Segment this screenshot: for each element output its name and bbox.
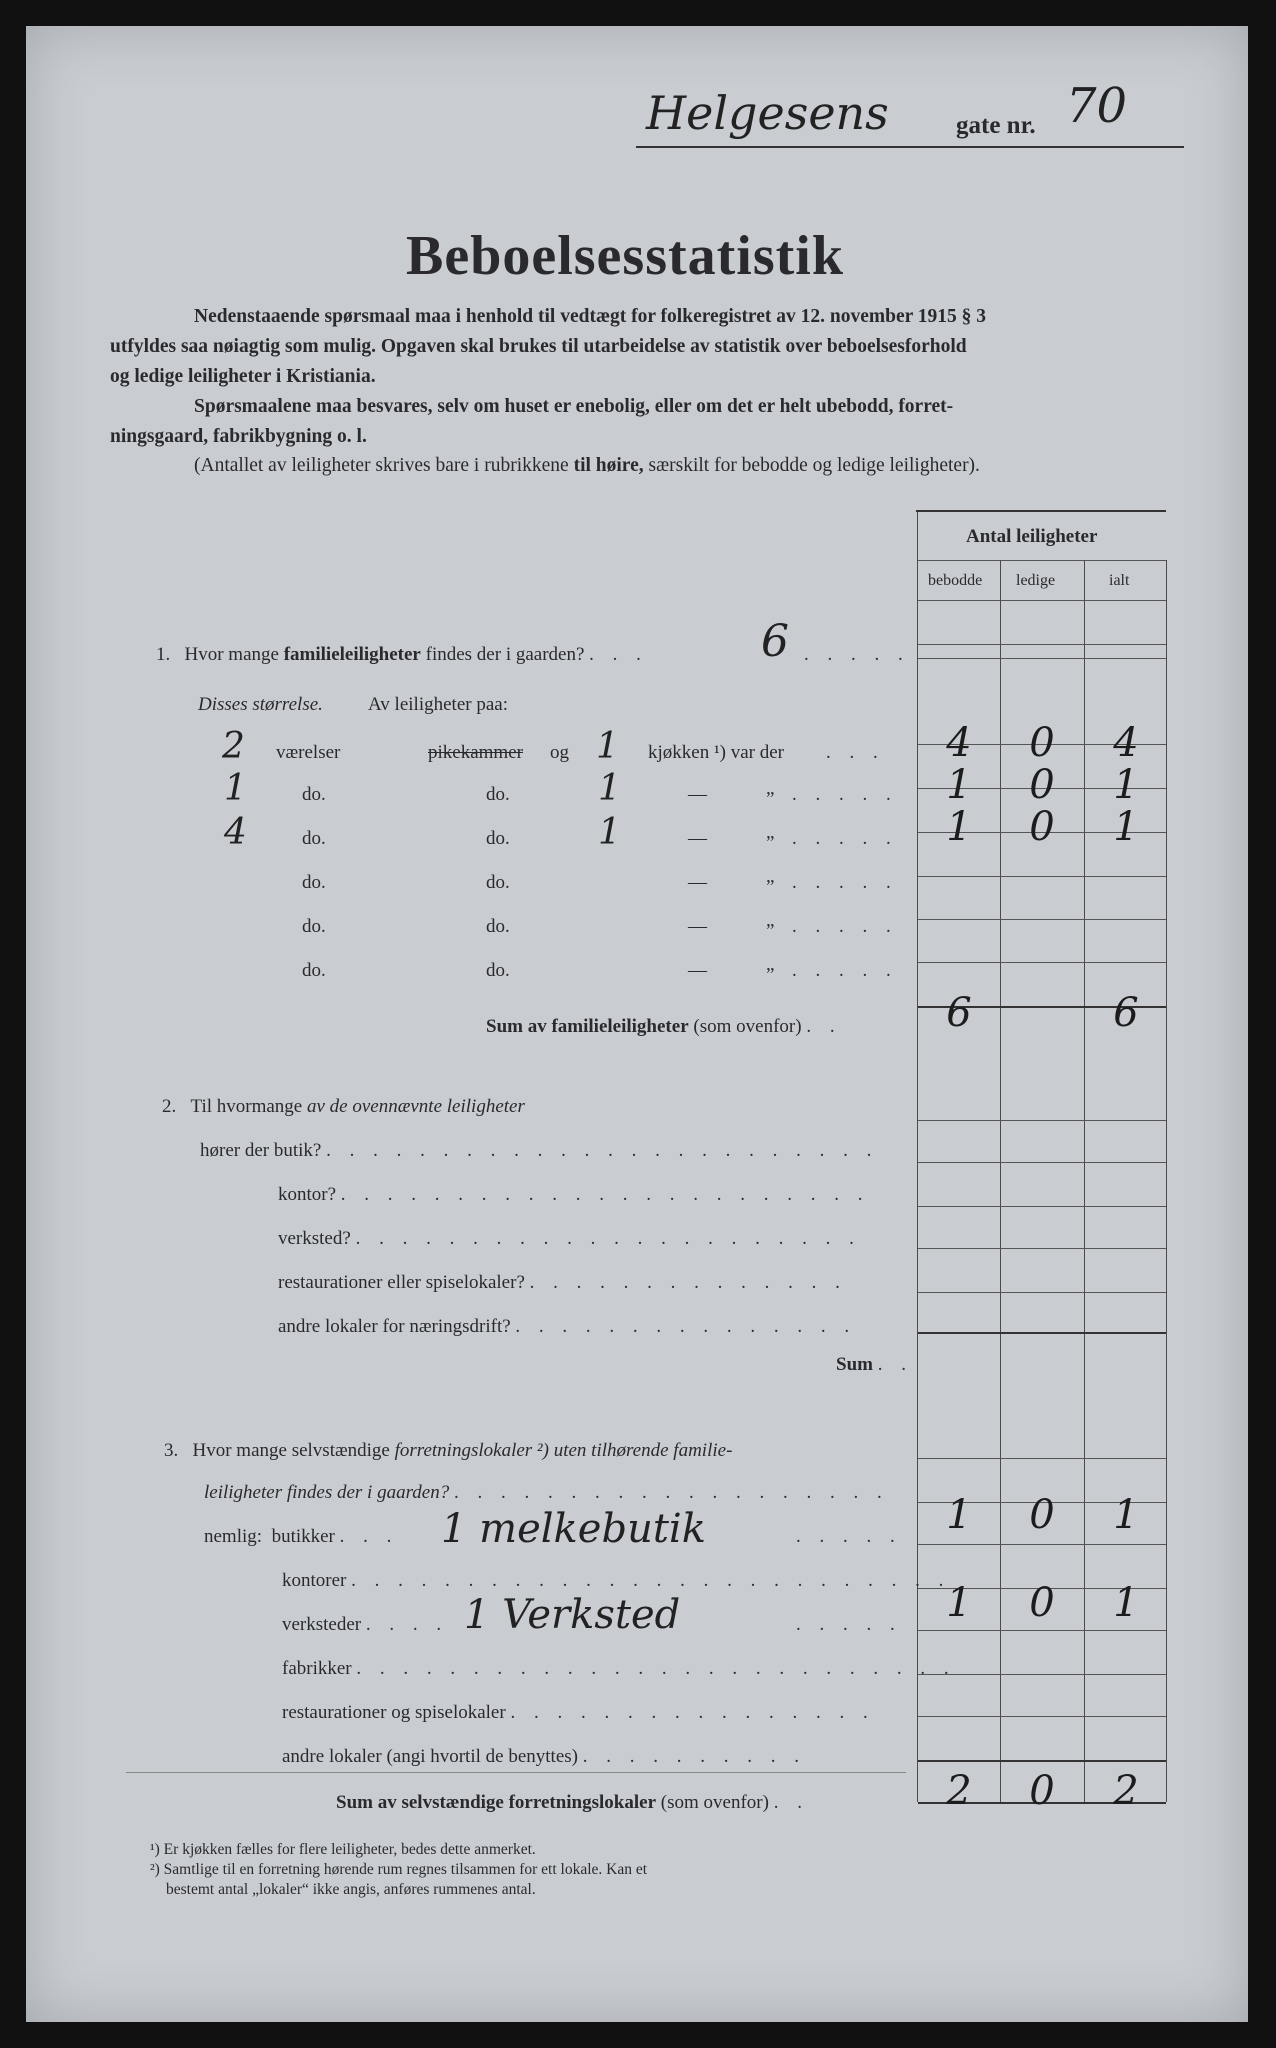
size-row-2-rooms: 1 xyxy=(224,768,247,809)
page-title: Beboelsesstatistik xyxy=(406,225,844,287)
q3-butikker-ialt: 1 xyxy=(1113,1492,1139,1538)
q1-row2-ledige: 0 xyxy=(1029,762,1055,808)
q2-line xyxy=(162,1096,525,1118)
q2-restaurationer: restaurationer eller spiselokaler? . . . . . . . . . . . . . . xyxy=(278,1272,847,1293)
table-left-border xyxy=(917,512,918,1802)
q2-verksted: verksted? . . . . . . . . . . . . . . . . . . . . . . xyxy=(278,1228,861,1249)
q3-fabrikker: fabrikker . . . . . . . . . . . . . . . . . . . . . . . . . . xyxy=(282,1658,956,1679)
sizes-sub: Av leiligheter paa: xyxy=(368,694,508,715)
q3-verksteder-ledige: 0 xyxy=(1029,1580,1055,1626)
grid-rule xyxy=(918,1162,1166,1163)
q2-sum-rule xyxy=(918,1332,1166,1334)
ditto: do. xyxy=(302,916,326,937)
q1-post: findes der i gaarden? xyxy=(425,644,585,665)
q1-dots: . . . . . xyxy=(804,644,910,665)
ditto: do. xyxy=(486,960,510,981)
ditto-quote: „ xyxy=(766,778,775,799)
dash: — xyxy=(688,784,707,805)
ditto: do. xyxy=(486,784,510,805)
dots: . . . . . xyxy=(792,828,898,849)
table-col-divider-2 xyxy=(1084,560,1085,1802)
q1-number: 1. xyxy=(156,644,171,665)
dots: . . . xyxy=(826,742,885,763)
grid-rule xyxy=(918,876,1166,877)
table-col-divider-1 xyxy=(1000,560,1001,1802)
size-row-3-rooms: 4 xyxy=(224,812,247,853)
grid-rule xyxy=(918,1716,1166,1717)
intro-line-1: Nedenstaaende spørsmaal maa i henhold til vedtægt for folkeregistret av 12. november 1915 § 3 xyxy=(194,306,987,327)
q3-line-1 xyxy=(164,1440,732,1462)
ditto: do. xyxy=(486,916,510,937)
size-row-1-kitchen: 1 xyxy=(596,726,619,767)
sizes-label: Disses størrelse. xyxy=(198,694,323,715)
q1-row3-bebodde: 1 xyxy=(946,804,972,850)
q3-sum-bebodde: 2 xyxy=(946,1768,972,1814)
q3-separator xyxy=(126,1772,906,1773)
dots: . . . . . xyxy=(792,916,898,937)
og-word: og xyxy=(550,742,569,763)
q3-nemlig: nemlig: butikker . . . xyxy=(204,1526,399,1547)
grid-rule xyxy=(918,1292,1166,1293)
dots: . . . . . xyxy=(796,1614,902,1635)
q1-sum-line: Sum av familieleiligheter (som ovenfor) . . xyxy=(486,1016,842,1037)
size-row-3-kitchen: 1 xyxy=(598,812,621,853)
q3-sum-rule xyxy=(918,1760,1166,1762)
grid-rule xyxy=(918,1544,1166,1545)
grid-rule xyxy=(918,1630,1166,1631)
q1-sum-bebodde: 6 xyxy=(946,990,972,1036)
dash: — xyxy=(688,916,707,937)
q1-sum-post: (som ovenfor) xyxy=(693,1016,802,1037)
q1-row2-ialt: 1 xyxy=(1113,762,1139,808)
q3-butikker-handwritten: 1 melkebutik xyxy=(441,1506,706,1552)
q1-pre: Hvor mange xyxy=(184,644,279,665)
ditto-quote: „ xyxy=(766,866,775,887)
q3-verksteder-handwritten: 1 Verksted xyxy=(464,1592,681,1638)
street-name-handwritten: Helgesens xyxy=(646,86,889,140)
house-number-handwritten: 70 xyxy=(1066,78,1128,134)
q1-sum-label: Sum av familieleiligheter xyxy=(486,1016,689,1037)
intro-note-post: særskilt for bebodde og ledige leiligheter). xyxy=(648,455,980,476)
intro-note-bold: til høire, xyxy=(573,455,644,476)
table-top-rule xyxy=(916,510,1166,512)
q3-verksteder: verksteder . . . . xyxy=(282,1614,449,1635)
q3-butikker-ledige: 0 xyxy=(1029,1492,1055,1538)
ditto: do. xyxy=(486,872,510,893)
ditto: do. xyxy=(302,828,326,849)
size-row-2-kitchen: 1 xyxy=(598,768,621,809)
rooms-word: værelser xyxy=(276,742,341,763)
grid-rule xyxy=(918,919,1166,920)
q1-row1-bebodde: 4 xyxy=(946,720,972,766)
grid-rule xyxy=(918,1206,1166,1207)
grid-rule xyxy=(918,658,1166,659)
intro-line-2: utfyldes saa nøiagtig som mulig. Opgaven skal brukes til utarbeidelse av statistik over beboelsesforhold xyxy=(110,336,967,357)
ditto-quote: „ xyxy=(766,910,775,931)
intro-line-4: Spørsmaalene maa besvares, selv om huset er enebolig, eller om det er helt ubebodd, forret- xyxy=(194,396,954,417)
q3-number: 3. xyxy=(164,1440,179,1461)
ditto-quote: „ xyxy=(766,822,775,843)
q1-row3-ialt: 1 xyxy=(1113,804,1139,850)
q3-restaurationer: restaurationer og spiselokaler . . . . . . . . . . . . . . . . xyxy=(282,1702,875,1723)
q2-andre: andre lokaler for næringsdrift? . . . . . . . . . . . . . . . xyxy=(278,1316,857,1337)
footnote-2b: bestemt antal „lokaler“ ikke angis, anføres rummenes antal. xyxy=(166,1881,536,1898)
col-header-ledige: ledige xyxy=(1016,572,1056,589)
ditto: do. xyxy=(302,784,326,805)
grid-rule xyxy=(918,1120,1166,1121)
dash: — xyxy=(688,828,707,849)
col-header-bebodde: bebodde xyxy=(928,572,983,589)
intro-line-6 xyxy=(194,451,980,480)
header-underline xyxy=(636,146,1184,148)
ditto-quote: „ xyxy=(766,954,775,975)
size-row-1-rooms: 2 xyxy=(222,726,245,767)
struck-pikekammer: pikekammer xyxy=(428,742,523,763)
intro-line-5: ningsgaard, fabrikbygning o. l. xyxy=(110,426,367,447)
kitchen-word: kjøkken ¹) var der xyxy=(648,742,785,763)
q1-row3-ledige: 0 xyxy=(1029,804,1055,850)
col-header-rule xyxy=(918,600,1166,601)
table-header-title: Antal leiligheter xyxy=(966,526,1098,547)
ditto: do. xyxy=(486,828,510,849)
q3-verksteder-bebodde: 1 xyxy=(946,1580,972,1626)
q3-sum-post: (som ovenfor) xyxy=(660,1792,769,1813)
ditto: do. xyxy=(302,960,326,981)
gate-label: gate nr. xyxy=(956,112,1036,139)
intro-note-pre: (Antallet av leiligheter skrives bare i rubrikkene xyxy=(194,455,569,476)
q2-butik: hører der butik? . . . . . . . . . . . . . . . . . . . . . . . . xyxy=(200,1140,879,1161)
q1-bold: familieleiligheter xyxy=(283,644,421,665)
q1-sum-ialt: 6 xyxy=(1113,990,1139,1036)
q3-kontorer: kontorer . . . . . . . . . . . . . . . . . . . . . . . . . . xyxy=(282,1570,951,1591)
grid-rule xyxy=(918,1458,1166,1459)
q2-sum: Sum . . xyxy=(836,1354,913,1375)
q3-andre: andre lokaler (angi hvortil de benyttes) . . . . . . . . . . xyxy=(282,1746,806,1767)
q1-row2-bebodde: 1 xyxy=(946,762,972,808)
col-header-ialt: ialt xyxy=(1109,572,1130,589)
q3-sum-label: Sum av selvstændige forretningslokaler xyxy=(336,1792,657,1813)
footnote-1: ¹) Er kjøkken fælles for flere leiligheter, bedes dette anmerket. xyxy=(150,1841,536,1858)
q3-sum-line: Sum av selvstændige forretningslokaler (som ovenfor) . . xyxy=(336,1792,809,1813)
q3-line-2: leiligheter findes der i gaarden? . . . . . . . . . . . . . . . . . . . xyxy=(204,1482,889,1503)
footnote-2a: ²) Samtlige til en forretning hørende rum regnes tilsammen for ett lokale. Kan et xyxy=(150,1861,648,1878)
dash: — xyxy=(688,872,707,893)
q3-verksteder-ialt: 1 xyxy=(1113,1580,1139,1626)
ditto: do. xyxy=(302,872,326,893)
dash: — xyxy=(688,960,707,981)
q1-line: 1. Hvor mange familieleiligheter findes der i gaarden? . . . xyxy=(156,644,648,665)
form-sheet xyxy=(26,26,1248,2022)
dots: . . . . . xyxy=(796,1526,902,1547)
q1-answer-handwritten: 6 xyxy=(761,616,789,667)
q2-number: 2. xyxy=(162,1096,177,1117)
grid-rule xyxy=(918,1248,1166,1249)
q3-sum-ialt: 2 xyxy=(1113,1768,1139,1814)
intro-line-3: og ledige leiligheter i Kristiania. xyxy=(110,366,376,387)
q3-sum-ledige: 0 xyxy=(1029,1768,1055,1814)
q1-row1-ialt: 4 xyxy=(1113,720,1139,766)
q2-kontor: kontor? . . . . . . . . . . . . . . . . . . . . . . . xyxy=(278,1184,870,1205)
q3-pre: Hvor mange selvstændige xyxy=(192,1440,390,1461)
dots: . . . . . xyxy=(792,960,898,981)
grid-rule xyxy=(918,644,1166,645)
q1-row1-ledige: 0 xyxy=(1029,720,1055,766)
table-right-border xyxy=(1166,560,1167,1802)
dots: . . . . . xyxy=(792,872,898,893)
table-header-rule xyxy=(918,560,1166,561)
grid-rule xyxy=(918,962,1166,963)
q2-italic: av de ovennævnte leiligheter xyxy=(306,1096,525,1117)
q2-pre: Til hvormange xyxy=(190,1096,303,1117)
dots: . . . . . xyxy=(792,784,898,805)
q3-butikker-bebodde: 1 xyxy=(946,1492,972,1538)
q3-italic-1: forretningslokaler ²) uten tilhørende familie- xyxy=(394,1440,733,1461)
